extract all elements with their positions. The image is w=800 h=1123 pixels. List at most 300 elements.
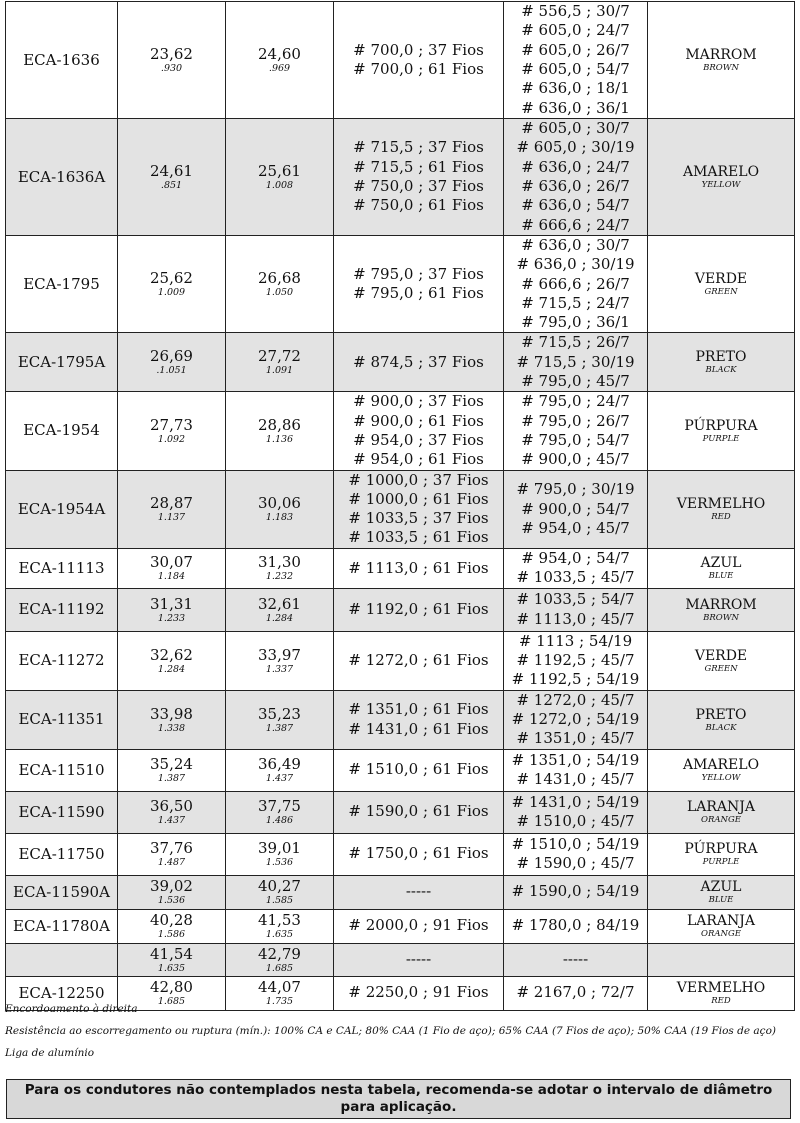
diameter-min-mm: 31,31 [150, 594, 193, 613]
conductor-caa-cell [504, 119, 648, 236]
color-cell [648, 631, 795, 690]
color-name-pt: PRETO [695, 349, 747, 366]
diameter-max-cell [226, 588, 334, 631]
table-row [6, 791, 795, 833]
code-label: ECA-11351 [18, 710, 105, 729]
diameter-min-cell [118, 470, 226, 548]
conductor-caa-line: # 900,0 ; 45/7 [521, 450, 630, 469]
color-cell [648, 749, 795, 791]
code-label: ECA-11113 [18, 558, 105, 577]
code-cell [6, 690, 118, 749]
conductor-caa-line: # 1192,5 ; 45/7 [516, 651, 635, 670]
conductor-al-line: # 1590,0 ; 61 Fios [348, 802, 489, 821]
conductor-caa-line: # 605,0 ; 54/7 [521, 60, 630, 78]
diameter-max-mm: 24,60 [258, 45, 301, 63]
conductor-caa-line: # 1510,0 ; 54/19 [511, 834, 640, 853]
conductor-al-line: # 750,0 ; 37 Fios [353, 177, 484, 195]
conductor-caa-cell [504, 588, 648, 631]
diameter-max-cell [226, 943, 334, 976]
conductor-al-cell [334, 119, 504, 236]
color-name-en: BLACK [705, 722, 737, 733]
color-name-pt: PÚRPURA [684, 841, 758, 858]
diameter-max-cell [226, 392, 334, 470]
diameter-min-in: 1.233 [157, 612, 186, 624]
table-row [6, 631, 795, 690]
code-label: ECA-11750 [18, 844, 105, 863]
diameter-min-cell [118, 392, 226, 470]
conductor-caa-line: # 1113,0 ; 45/7 [516, 609, 635, 628]
conductor-caa-line: # 1780,0 ; 84/19 [511, 916, 640, 935]
color-name-pt: AMARELO [682, 757, 760, 774]
color-name-en: ORANGE [701, 929, 741, 940]
color-cell [648, 236, 795, 333]
code-cell [6, 631, 118, 690]
diameter-max-cell [226, 119, 334, 236]
diameter-min-mm: 23,62 [150, 45, 193, 63]
code-cell [6, 392, 118, 470]
note-alloy: Liga de alumínio [5, 1047, 95, 1059]
color-cell [648, 943, 795, 976]
diameter-min-mm: 39,02 [150, 877, 193, 896]
note-slip-strength: Resistência ao escorregamento ou ruptura (mín.): 100% CA e CAL; 80% CAA (1 Fio de aço); 65% CAA (7 Fios de aço); 50% CAA (19 Fios de aço) [5, 1025, 776, 1037]
diameter-min-mm: 25,62 [150, 269, 193, 288]
diameter-max-in: 1.437 [265, 773, 294, 785]
diameter-max-in: 1.685 [265, 962, 294, 974]
color-cell [648, 548, 795, 588]
diameter-min-in: 1.635 [157, 962, 186, 974]
conductor-caa-cell [504, 2, 648, 119]
conductor-al-line: ----- [405, 949, 432, 968]
diameter-min-in: 1.137 [157, 512, 186, 524]
conductor-caa-line: # 636,0 ; 18/1 [521, 79, 630, 98]
code-label: ECA-11590A [13, 882, 110, 901]
recommendation-box: Para os condutores não contemplados nesta tabela, recomenda-se adotar o intervalo de diâmetro para aplicação. [6, 1079, 791, 1119]
conductor-caa-cell [504, 690, 648, 749]
conductor-caa-line: # 795,0 ; 26/7 [521, 411, 630, 430]
table-row [6, 875, 795, 909]
conductor-al-cell [334, 333, 504, 392]
conductor-al-cell [334, 749, 504, 791]
diameter-min-in: 1.184 [157, 571, 186, 583]
code-cell [6, 333, 118, 392]
diameter-max-cell [226, 909, 334, 943]
color-name-pt: MARROM [685, 47, 757, 63]
color-name-pt: PÚRPURA [684, 417, 758, 434]
conductor-al-line: # 2000,0 ; 91 Fios [348, 916, 489, 935]
table-body [6, 2, 795, 1011]
color-name-pt: LARANJA [686, 913, 756, 930]
conductor-caa-line: # 605,0 ; 30/19 [516, 138, 635, 157]
color-name-en: YELLOW [701, 773, 741, 784]
conductor-caa-cell [504, 548, 648, 588]
code-label: ECA-1636 [23, 50, 100, 69]
diameter-max-mm: 39,01 [258, 839, 301, 858]
diameter-max-mm: 31,30 [258, 553, 301, 572]
conductor-caa-cell [504, 333, 648, 392]
conductor-caa-line: # 1510,0 ; 45/7 [516, 812, 635, 831]
conductor-al-cell [334, 943, 504, 976]
code-cell [6, 2, 118, 119]
diameter-min-cell [118, 875, 226, 909]
conductor-al-cell [334, 392, 504, 470]
diameter-max-cell [226, 833, 334, 875]
conductor-caa-line: # 556,5 ; 30/7 [521, 2, 630, 21]
conductor-al-line: # 715,5 ; 61 Fios [353, 157, 484, 176]
code-cell [6, 909, 118, 943]
code-cell [6, 588, 118, 631]
diameter-min-cell [118, 833, 226, 875]
color-cell [648, 690, 795, 749]
table-row [6, 470, 795, 548]
diameter-max-in: 1.232 [265, 571, 294, 583]
color-name-pt: LARANJA [686, 799, 756, 816]
code-label: ECA-11590 [18, 802, 105, 821]
diameter-min-mm: 41,54 [150, 944, 193, 963]
code-label: ECA-1636A [17, 167, 106, 186]
conductor-caa-line: # 666,6 ; 26/7 [521, 274, 630, 293]
conductor-al-cell [334, 631, 504, 690]
diameter-max-mm: 44,07 [258, 978, 301, 997]
color-name-en: RED [711, 996, 731, 1007]
color-name-pt: VERDE [694, 647, 748, 664]
diameter-min-cell [118, 333, 226, 392]
conductor-caa-line: # 1351,0 ; 54/19 [511, 750, 640, 769]
diameter-min-mm: 42,80 [150, 978, 193, 997]
diameter-min-mm: 33,98 [150, 704, 193, 723]
conductor-caa-line: # 795,0 ; 24/7 [521, 392, 630, 411]
code-cell [6, 833, 118, 875]
diameter-max-in: 1.337 [265, 663, 294, 675]
conductor-caa-cell [504, 236, 648, 333]
diameter-max-in: 1.136 [265, 433, 294, 445]
table-row [6, 392, 795, 470]
diameter-max-in: 1.284 [265, 612, 294, 624]
conductor-al-line: # 900,0 ; 61 Fios [353, 411, 484, 430]
diameter-max-cell [226, 470, 334, 548]
conductor-caa-line: # 2167,0 ; 72/7 [516, 983, 635, 1002]
diameter-min-cell [118, 909, 226, 943]
color-name-en: BLUE [708, 571, 734, 582]
diameter-max-mm: 37,75 [258, 797, 301, 816]
diameter-min-mm: 32,62 [150, 645, 193, 664]
diameter-min-cell [118, 588, 226, 631]
diameter-min-cell [118, 119, 226, 236]
color-cell [648, 833, 795, 875]
color-name-en: BLACK [705, 365, 737, 376]
diameter-max-in: 1.183 [265, 512, 294, 524]
conductor-al-line: # 750,0 ; 61 Fios [353, 196, 484, 215]
conductor-caa-line: # 1272,0 ; 54/19 [511, 709, 640, 728]
conductor-caa-line: # 605,0 ; 24/7 [521, 21, 630, 40]
diameter-max-in: 1.050 [265, 287, 294, 299]
table-row [6, 2, 795, 119]
diameter-max-mm: 30,06 [258, 494, 301, 513]
table-row [6, 909, 795, 943]
diameter-max-mm: 36,49 [258, 755, 301, 774]
color-name-en: BLUE [708, 895, 734, 906]
color-name-pt: VERMELHO [676, 980, 766, 997]
conductor-caa-line: # 795,0 ; 45/7 [521, 372, 630, 391]
diameter-max-in: 1.735 [265, 996, 294, 1008]
conductor-al-line: # 2250,0 ; 91 Fios [348, 983, 489, 1002]
code-cell [6, 119, 118, 236]
conductor-al-line: # 1000,0 ; 61 Fios [348, 489, 489, 508]
conductor-caa-line: # 1033,5 ; 54/7 [516, 590, 635, 609]
diameter-max-cell [226, 333, 334, 392]
conductor-caa-line: # 1272,0 ; 45/7 [516, 690, 635, 709]
diameter-min-in: .930 [160, 63, 183, 74]
conductor-caa-cell [504, 470, 648, 548]
diameter-min-in: .851 [160, 180, 183, 191]
color-cell [648, 909, 795, 943]
footnotes [5, 1002, 795, 1068]
diameter-min-in: 1.284 [157, 663, 186, 675]
diameter-min-mm: 35,24 [150, 755, 193, 774]
diameter-min-in: 1.387 [157, 773, 186, 785]
code-label: ECA-11192 [18, 600, 105, 619]
diameter-min-cell [118, 690, 226, 749]
conductor-al-line: # 1750,0 ; 61 Fios [348, 844, 489, 863]
diameter-min-mm: 36,50 [150, 797, 193, 816]
conductor-al-line: # 1510,0 ; 61 Fios [348, 760, 489, 779]
table-row [6, 236, 795, 333]
conductor-caa-line: # 636,0 ; 36/1 [521, 98, 630, 117]
conductor-al-cell [334, 588, 504, 631]
conductor-caa-line: # 1033,5 ; 45/7 [516, 568, 635, 587]
conductor-al-cell [334, 236, 504, 333]
color-name-en: RED [711, 512, 731, 523]
diameter-max-cell [226, 631, 334, 690]
conductor-caa-line: # 715,5 ; 24/7 [521, 293, 630, 312]
diameter-min-mm: 26,69 [150, 347, 193, 366]
conductor-caa-line: # 1351,0 ; 45/7 [516, 729, 635, 748]
diameter-min-in: 1.009 [157, 287, 186, 299]
diameter-max-mm: 35,23 [258, 704, 301, 723]
conductor-caa-cell [504, 909, 648, 943]
table-row [6, 833, 795, 875]
conductor-caa-line: # 715,5 ; 26/7 [521, 333, 630, 352]
conductor-al-cell [334, 875, 504, 909]
diameter-min-cell [118, 548, 226, 588]
conductor-caa-line: # 1113 ; 54/19 [518, 631, 633, 650]
conductor-al-line: # 700,0 ; 37 Fios [353, 40, 484, 59]
conductor-al-line: # 1351,0 ; 61 Fios [348, 700, 489, 719]
diameter-min-in: 1.586 [157, 929, 186, 941]
conductor-al-cell [334, 690, 504, 749]
note-stranding: Encordoamento à direita [5, 1003, 138, 1015]
conductor-al-cell [334, 548, 504, 588]
color-name-en: PURPLE [702, 857, 740, 868]
code-label: ECA-11272 [18, 651, 105, 670]
diameter-max-cell [226, 2, 334, 119]
color-name-pt: VERDE [694, 271, 748, 288]
diameter-max-cell [226, 875, 334, 909]
diameter-min-cell [118, 943, 226, 976]
diameter-max-cell [226, 690, 334, 749]
conductor-al-cell [334, 2, 504, 119]
diameter-max-in: 1.585 [265, 895, 294, 907]
conductor-caa-line: # 636,0 ; 30/7 [521, 236, 630, 254]
conductor-al-line: # 795,0 ; 37 Fios [353, 264, 484, 283]
conductor-caa-line: # 1431,0 ; 54/19 [511, 792, 640, 811]
diameter-max-mm: 27,72 [258, 347, 301, 366]
diameter-max-in: 1.635 [265, 929, 294, 941]
table-row [6, 548, 795, 588]
conductor-caa-line: # 1192,5 ; 54/19 [511, 670, 640, 689]
diameter-min-mm: 37,76 [150, 839, 193, 858]
diameter-max-in: 1.536 [265, 857, 294, 869]
conductor-al-line: # 1033,5 ; 61 Fios [348, 528, 489, 547]
code-label: ECA-11780A [13, 916, 110, 935]
code-cell [6, 470, 118, 548]
conductor-caa-line: # 954,0 ; 54/7 [521, 548, 630, 567]
conductor-caa-line: # 795,0 ; 36/1 [521, 313, 630, 332]
diameter-min-mm: 27,73 [150, 415, 193, 434]
conductor-al-cell [334, 470, 504, 548]
diameter-min-in: 1.685 [157, 996, 186, 1008]
conductor-caa-line: # 715,5 ; 30/19 [516, 352, 635, 371]
diameter-min-mm: 24,61 [150, 162, 193, 180]
conductor-al-line: # 715,5 ; 37 Fios [353, 138, 484, 157]
conductor-al-line: # 874,5 ; 37 Fios [353, 352, 484, 371]
conductor-caa-line: # 636,0 ; 54/7 [521, 196, 630, 215]
conductor-al-line: # 900,0 ; 37 Fios [353, 392, 484, 411]
code-label: ECA-1795A [17, 352, 106, 371]
conductor-al-line: # 1431,0 ; 61 Fios [348, 719, 489, 738]
conductor-al-line: # 1272,0 ; 61 Fios [348, 651, 489, 670]
diameter-min-in: .1.051 [156, 365, 187, 377]
conductor-caa-cell [504, 631, 648, 690]
color-name-en: ORANGE [701, 815, 741, 826]
conductor-caa-line: # 900,0 ; 54/7 [521, 499, 630, 518]
conductor-caa-line: ----- [562, 949, 589, 968]
conductor-al-line: # 954,0 ; 61 Fios [353, 450, 484, 469]
diameter-max-in: .969 [268, 63, 291, 74]
color-cell [648, 791, 795, 833]
code-cell [6, 875, 118, 909]
code-cell [6, 548, 118, 588]
table-row [6, 588, 795, 631]
diameter-min-in: 1.536 [157, 895, 186, 907]
code-cell [6, 943, 118, 976]
conductor-caa-cell [504, 791, 648, 833]
color-name-pt: VERMELHO [676, 496, 766, 513]
color-name-en: GREEN [704, 287, 738, 298]
code-label: ECA-12250 [18, 983, 105, 1002]
conductor-caa-line: # 954,0 ; 45/7 [521, 518, 630, 537]
color-name-pt: AMARELO [682, 164, 760, 180]
color-cell [648, 2, 795, 119]
conductor-al-line: # 1000,0 ; 37 Fios [348, 470, 489, 489]
color-name-en: BROWN [703, 612, 739, 623]
code-label: ECA-1954A [17, 499, 106, 518]
diameter-min-in: 1.487 [157, 857, 186, 869]
conductor-caa-cell [504, 943, 648, 976]
diameter-min-cell [118, 791, 226, 833]
color-name-en: PURPLE [702, 433, 740, 444]
diameter-max-in: 1.387 [265, 722, 294, 734]
diameter-max-mm: 26,68 [258, 269, 301, 288]
conductor-caa-cell [504, 875, 648, 909]
color-cell [648, 875, 795, 909]
color-name-en: GREEN [704, 663, 738, 674]
conductor-caa-line: # 636,0 ; 24/7 [521, 157, 630, 176]
diameter-min-cell [118, 631, 226, 690]
table-row [6, 333, 795, 392]
diameter-min-in: 1.437 [157, 815, 186, 827]
diameter-max-mm: 41,53 [258, 911, 301, 930]
conductor-al-cell [334, 909, 504, 943]
color-name-en: YELLOW [701, 180, 741, 190]
conductor-spec-table [5, 1, 795, 1011]
diameter-min-cell [118, 236, 226, 333]
conductor-al-line: # 700,0 ; 61 Fios [353, 60, 484, 78]
conductor-al-cell [334, 833, 504, 875]
diameter-max-mm: 25,61 [258, 162, 301, 180]
diameter-max-mm: 33,97 [258, 645, 301, 664]
diameter-max-mm: 40,27 [258, 877, 301, 896]
conductor-al-line: # 1033,5 ; 37 Fios [348, 509, 489, 528]
conductor-caa-cell [504, 749, 648, 791]
color-name-pt: MARROM [685, 596, 757, 613]
conductor-caa-line: # 605,0 ; 26/7 [521, 40, 630, 59]
conductor-caa-line: # 1431,0 ; 45/7 [516, 770, 635, 789]
code-cell [6, 791, 118, 833]
color-name-pt: PRETO [695, 706, 747, 723]
conductor-al-line: # 954,0 ; 37 Fios [353, 430, 484, 449]
conductor-caa-line: # 636,0 ; 30/19 [516, 255, 635, 274]
conductor-al-line: # 1113,0 ; 61 Fios [348, 558, 489, 577]
diameter-min-in: 1.338 [157, 722, 186, 734]
diameter-max-in: 1.008 [265, 180, 294, 191]
diameter-max-mm: 42,79 [258, 944, 301, 963]
diameter-min-cell [118, 2, 226, 119]
diameter-max-mm: 32,61 [258, 594, 301, 613]
conductor-caa-line: # 1590,0 ; 54/19 [511, 882, 640, 901]
diameter-min-in: 1.092 [157, 433, 186, 445]
code-cell [6, 749, 118, 791]
diameter-min-mm: 40,28 [150, 911, 193, 930]
code-label: ECA-1954 [23, 421, 100, 440]
diameter-min-mm: 28,87 [150, 494, 193, 513]
diameter-max-mm: 28,86 [258, 415, 301, 434]
table-row [6, 749, 795, 791]
conductor-caa-line: # 605,0 ; 30/7 [521, 119, 630, 138]
conductor-caa-line: # 1590,0 ; 45/7 [516, 854, 635, 873]
color-name-en: BROWN [703, 63, 739, 73]
table-row [6, 690, 795, 749]
color-cell [648, 333, 795, 392]
color-name-pt: AZUL [700, 879, 742, 896]
diameter-max-in: 1.486 [265, 815, 294, 827]
conductor-al-line: # 1192,0 ; 61 Fios [348, 600, 489, 619]
color-cell [648, 392, 795, 470]
color-name-pt: AZUL [700, 555, 742, 572]
conductor-caa-cell [504, 833, 648, 875]
table-row [6, 943, 795, 976]
table-row [6, 119, 795, 236]
conductor-caa-line: # 795,0 ; 30/19 [516, 480, 635, 499]
color-cell [648, 588, 795, 631]
conductor-caa-line: # 636,0 ; 26/7 [521, 177, 630, 195]
code-label: ECA-1795 [23, 274, 100, 293]
diameter-max-cell [226, 236, 334, 333]
conductor-al-line: # 795,0 ; 61 Fios [353, 284, 484, 303]
conductor-al-cell [334, 791, 504, 833]
color-cell [648, 470, 795, 548]
diameter-max-cell [226, 791, 334, 833]
code-cell [6, 236, 118, 333]
